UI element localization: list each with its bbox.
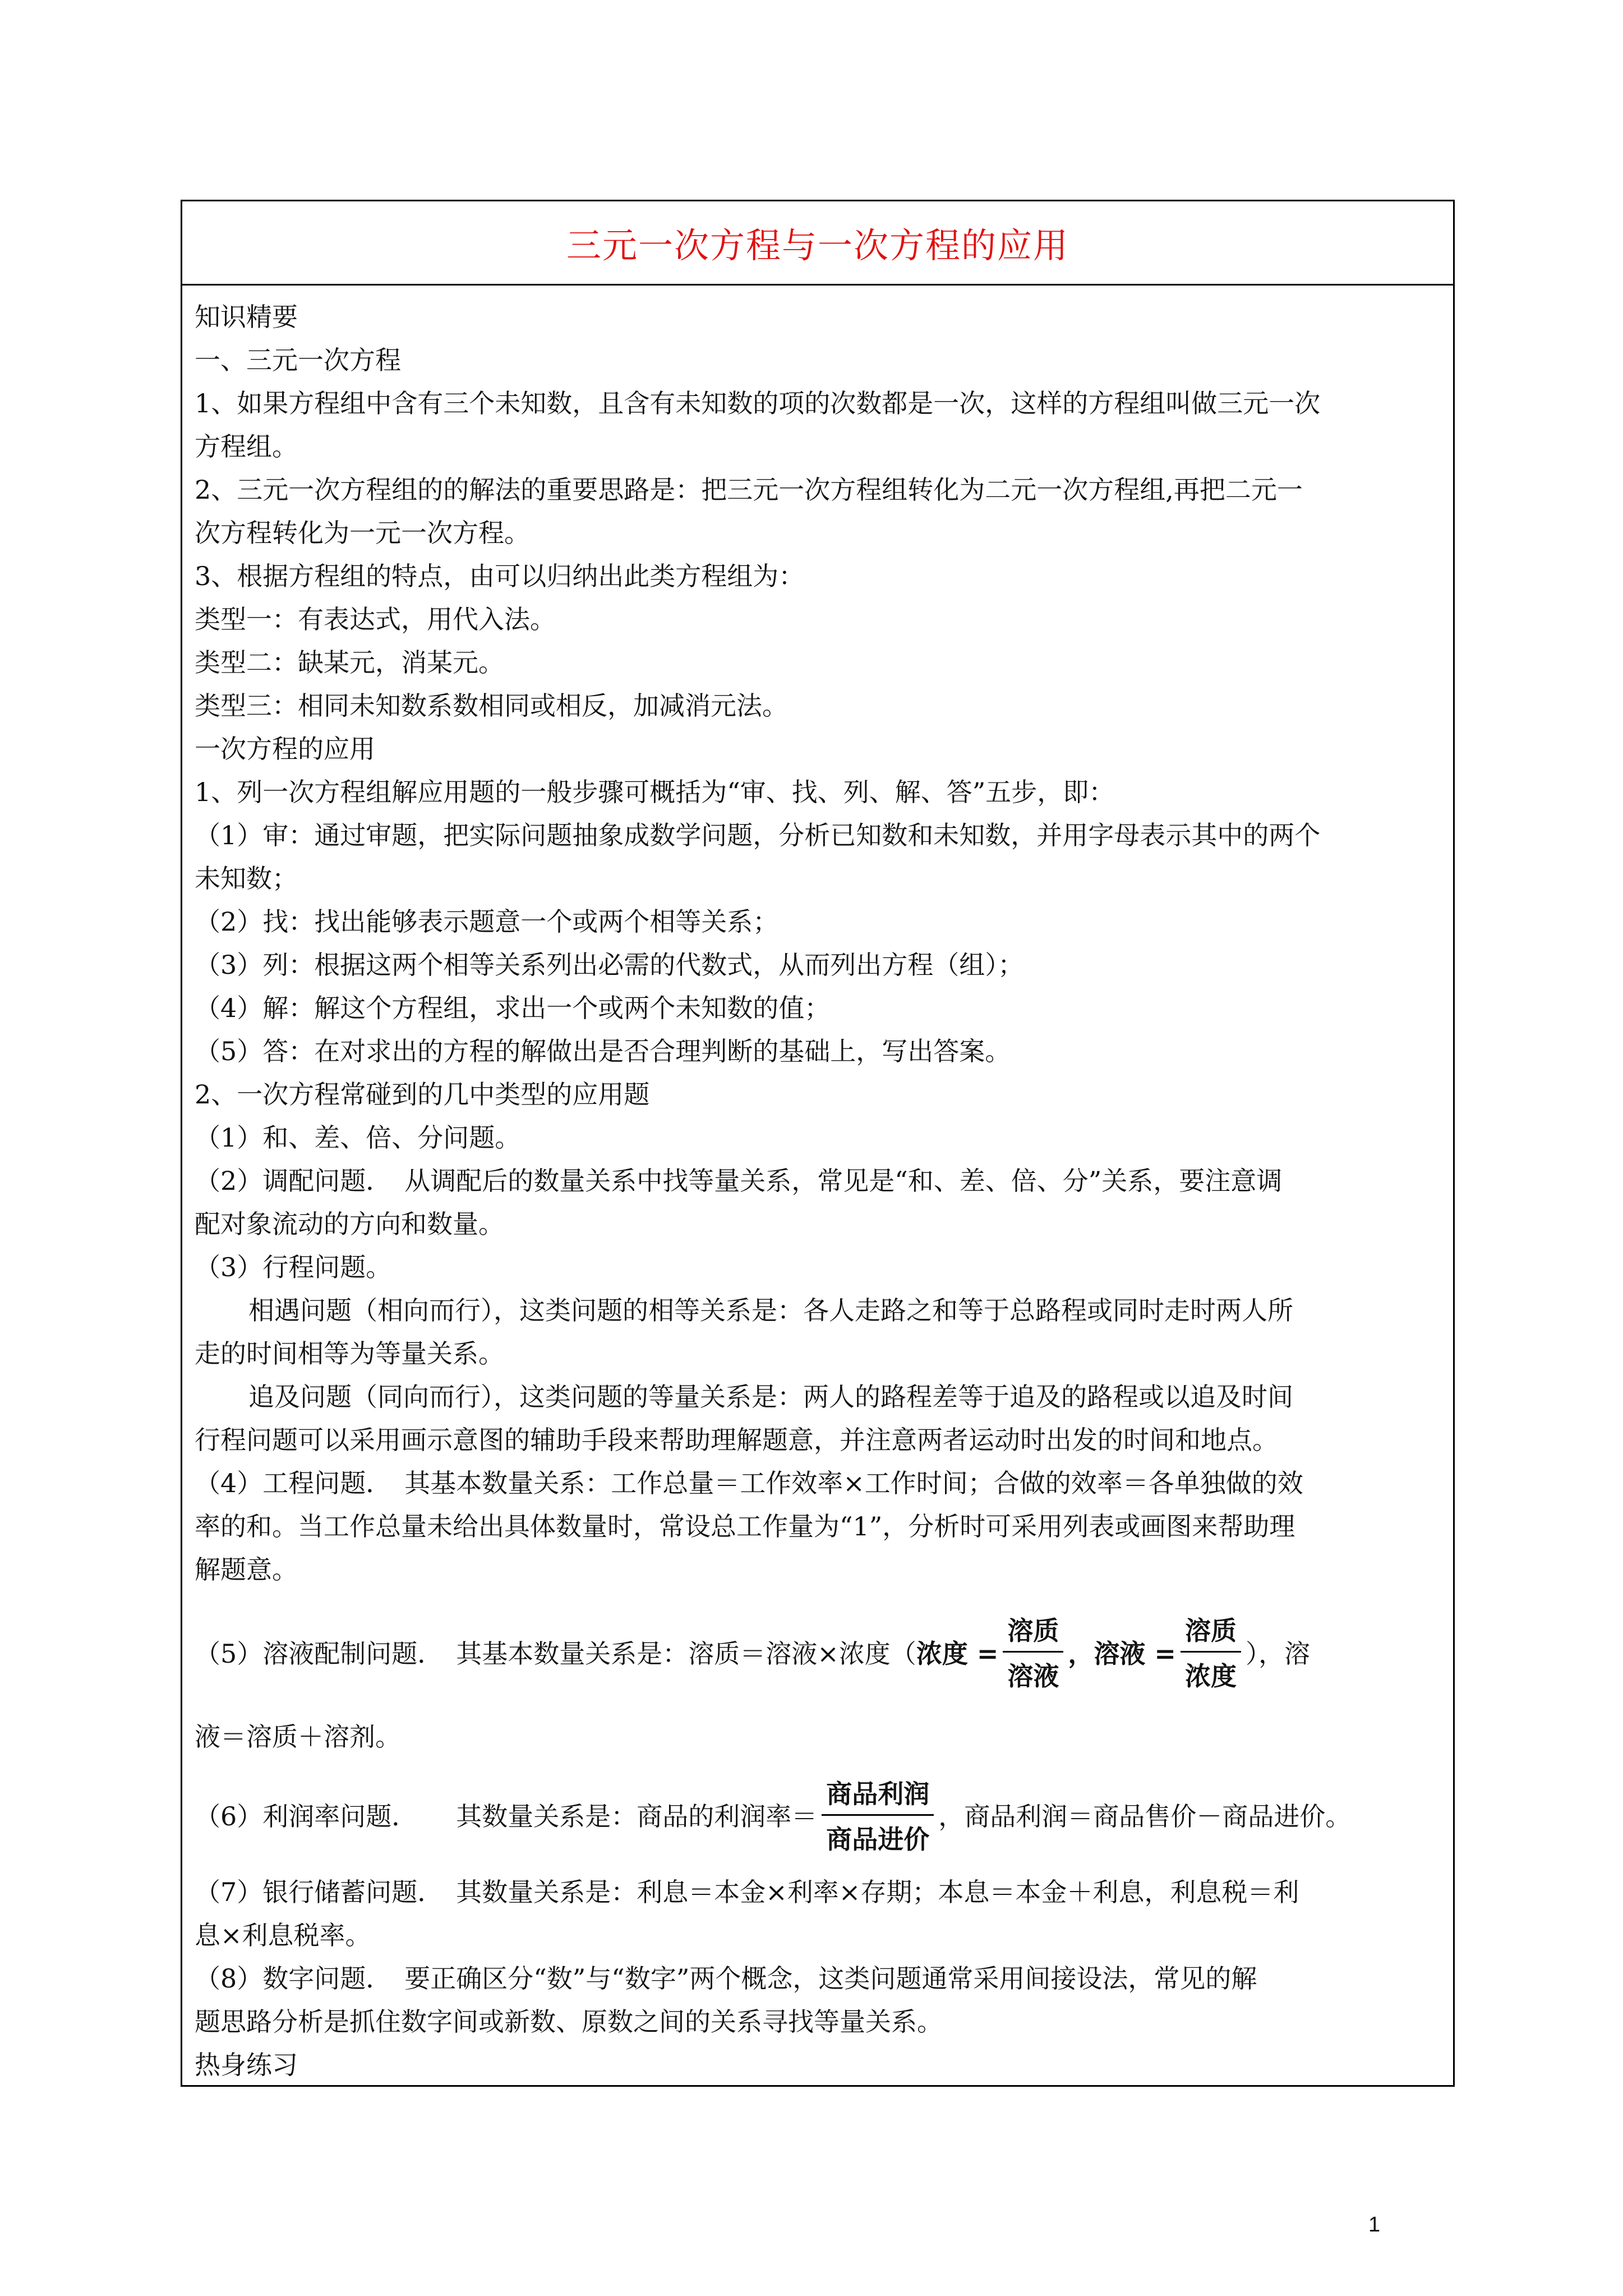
type-item: 类型一：有表达式，用代入法。 [195,604,556,634]
part2-heading: 一次方程的应用 [195,734,375,764]
paragraph-line: 液＝溶质＋溶剂。 [195,1722,401,1752]
formula-lhs: 溶液 = [1094,1638,1176,1669]
step-item: （1）审：通过审题，把实际问题抽象成数学问题，分析已知数和未知数，并用字母表示其中的两个 [195,820,1321,850]
formula-suffix: ），溶 [1245,1638,1310,1669]
paragraph-line: 率的和。当工作总量未给出具体数量时，常设总工作量为“1”，分析时可采用列表或画图来帮助理 [195,1511,1295,1542]
paragraph-line: 题思路分析是抓住数字间或新数、原数之间的关系寻找等量关系。 [195,2007,943,2037]
problem-type-item: （1）和、差、倍、分问题。 [195,1122,521,1153]
part1-heading: 一、三元一次方程 [195,345,401,375]
problem-type-item: （3）行程问题。 [195,1252,392,1282]
type-item: 类型三：相同未知数系数相同或相反，加减消元法。 [195,691,788,721]
problem-type-item: 配对象流动的方向和数量。 [195,1209,504,1239]
fraction-denominator: 溶液 [1007,1661,1059,1691]
paragraph-line: 息×利息税率。 [195,1920,371,1950]
paragraph-line: 次方程转化为一元一次方程。 [195,518,530,548]
formula-suffix: ，商品利润＝商品售价－商品进价。 [938,1801,1352,1832]
concentration-fraction [1003,1611,1063,1693]
fraction-numerator: 商品利润 [822,1774,934,1816]
step-item: （2）找：找出能够表示题意一个或两个相等关系； [195,907,779,937]
paragraph-line: 1、如果方程组中含有三个未知数，且含有未知数的项的次数都是一次，这样的方程组叫做三元一次 [195,388,1321,418]
fraction-numerator: 溶质 [1181,1611,1241,1653]
formula-prefix: （6）利润率问题． 其数量关系是：商品的利润率＝ [195,1801,818,1832]
paragraph-line: 3、根据方程组的特点，由可以归纳出此类方程组为： [195,561,805,591]
section-header: 知识精要 [195,302,298,332]
step-item: （3）列：根据这两个相等关系列出必需的代数式，从而列出方程（组）； [195,950,1024,980]
problem-type-item: （4）工程问题． 其基本数量关系：工作总量＝工作效率×工作时间；合做的效率＝各单独做的效 [195,1468,1303,1498]
step-item: （5）答：在对求出的方程的解做出是否合理判断的基础上，写出答案。 [195,1036,1011,1066]
type-item: 类型二：缺某元，消某元。 [195,647,504,678]
paragraph-line: 相遇问题（相向而行），这类问题的相等关系是：各人走路之和等于总路程或同时走时两人所 [248,1295,1293,1326]
step-item: 未知数； [195,863,298,894]
formula-prefix: （5）溶液配制问题． 其基本数量关系是：溶质＝溶液×浓度（ [195,1638,916,1669]
paragraph-line: 1、列一次方程组解应用题的一般步骤可概括为“审、找、列、解、答”五步，即： [195,777,1115,807]
title-row [182,201,1453,286]
fraction-denominator: 商品进价 [826,1824,930,1855]
warmup-heading: 热身练习 [195,2050,298,2080]
formula-lhs: 浓度 = [916,1638,999,1669]
paragraph-line: 行程问题可以采用画示意图的辅助手段来帮助理解题意，并注意两者运动时出发的时间和地点。 [195,1425,1278,1455]
paragraph-line: 追及问题（同向而行），这类问题的等量关系是：两人的路程差等于追及的路程或以追及时间 [248,1382,1293,1412]
page-title: 三元一次方程与一次方程的应用 [566,225,1069,266]
paragraph-line: 方程组。 [195,431,298,462]
problem-type-item: （2）调配问题． 从调配后的数量关系中找等量关系，常见是“和、差、倍、分”关系，要注意调 [195,1166,1283,1196]
fraction-denominator: 浓度 [1184,1661,1237,1691]
profit-rate-fraction [822,1774,934,1856]
solution-formula-line [195,1591,1441,1712]
problem-type-item: （8）数字问题． 要正确区分“数”与“数字”两个概念，这类问题通常采用间接设法，常见的解 [195,1963,1257,1994]
formula-separator: ， [1068,1638,1094,1669]
paragraph-line: 2、三元一次方程组的的解法的重要思路是：把三元一次方程组转化为二元一次方程组,再把二元一 [195,475,1303,505]
content-table [181,200,1455,2087]
profit-formula-line [195,1759,1441,1871]
page-number: 1 [1368,2213,1381,2237]
problem-type-item: （7）银行储蓄问题． 其数量关系是：利息＝本金×利率×存期；本息＝本金＋利息，利息税＝利 [195,1877,1299,1907]
paragraph-line: 走的时间相等为等量关系。 [195,1338,504,1369]
solution-fraction [1181,1611,1241,1693]
content-cell [182,286,1453,2087]
paragraph-line: 解题意。 [195,1554,298,1585]
paragraph-line: 2、一次方程常碰到的几中类型的应用题 [195,1079,650,1110]
step-item: （4）解：解这个方程组，求出一个或两个未知数的值； [195,993,831,1023]
fraction-numerator: 溶质 [1003,1611,1063,1653]
